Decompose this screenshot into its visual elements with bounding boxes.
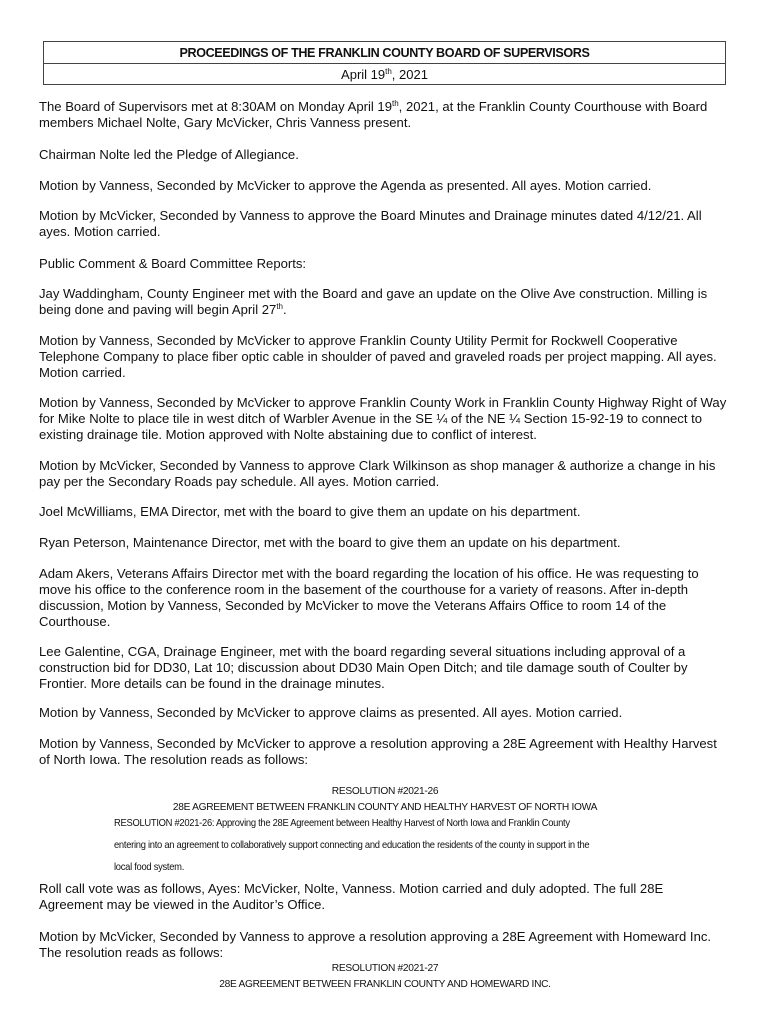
paragraph-drainage-engineer: Lee Galentine, CGA, Drainage Engineer, met with the board regarding several situations including approval of a construction bid for DD30, Lat 10; discussion about DD30 Main Open Ditch; and tile damage south of Coulter by Frontier. More details can be found in the drainage minutes.: [39, 644, 688, 691]
resolution-body-line: [114, 861, 190, 874]
paragraph-veterans-affairs: Adam Akers, Veterans Affairs Director met with the board regarding the location of his office. He was requesting to move his office to the conference room in the basement of the courthouse for a variety of reasons. After in-depth discussion, Motion by Vanness, Seconded by McVicker to move the Veterans Affairs Office to room 14 of the Courthouse.: [39, 566, 699, 629]
paragraph-healthy-harvest-motion: Motion by Vanness, Seconded by McVicker to approve a resolution approving a 28E Agreement with Healthy Harvest of North Iowa. The resolution reads as follows:: [39, 736, 717, 767]
paragraph-right-of-way: Motion by Vanness, Seconded by McVicker to approve Franklin County Work in Franklin County Highway Right of Way for Mike Nolte to place tile in west ditch of Warbler Avenue in the SE ¼ of the NE ¼ Section 15-92-19 to connect to existing drainage tile. Motion approved with Nolte abstaining due to conflict of interest.: [39, 395, 727, 442]
resolution-body-text: local food system.: [114, 862, 185, 873]
paragraph-claims-motion: Motion by Vanness, Seconded by McVicker to approve claims as presented. All ayes. Motion carried.: [39, 705, 623, 720]
paragraph-roll-call: Roll call vote was as follows, Ayes: McVicker, Nolte, Vanness. Motion carried and duly adopted. The full 28E Agreement may be viewed in the Auditor’s Office.: [39, 881, 664, 912]
resolution-body-text: entering into an agreement to collaboratively support connecting and education the residents of the county in support in the: [114, 840, 590, 851]
paragraph-maintenance-update: Ryan Peterson, Maintenance Director, met with the board to give them an update on his department.: [39, 535, 621, 550]
resolution-body-text: RESOLUTION #2021-26: Approving the 28E Agreement between Healthy Harvest of North Iowa and Franklin County: [114, 818, 570, 829]
paragraph-utility-permit: Motion by Vanness, Seconded by McVicker to approve Franklin County Utility Permit for Rockwell Cooperative Telephone Company to place fiber optic cable in shoulder of paved and graveled roads per project mapping. All ayes. Motion carried.: [39, 333, 717, 380]
date-prefix: April 19: [341, 67, 386, 82]
p6-text-b: .: [283, 302, 287, 317]
paragraph-ema-update: Joel McWilliams, EMA Director, met with the board to give them an update on his department.: [39, 504, 581, 519]
paragraph-shop-manager: Motion by McVicker, Seconded by Vanness to approve Clark Wilkinson as shop manager & authorize a change in his pay per the Secondary Roads pay schedule. All ayes. Motion carried.: [39, 458, 716, 489]
document-title: PROCEEDINGS OF THE FRANKLIN COUNTY BOARD OF SUPERVISORS: [44, 42, 725, 64]
date-suffix: , 2021: [391, 67, 428, 82]
paragraph-public-comment: Public Comment & Board Committee Reports:: [39, 256, 307, 271]
resolution-heading: 28E AGREEMENT BETWEEN FRANKLIN COUNTY AND HEALTHY HARVEST OF NORTH IOWA: [172, 802, 598, 813]
resolution-number: RESOLUTION #2021-26: [331, 786, 439, 797]
paragraph-minutes-motion: Motion by McVicker, Seconded by Vanness to approve the Board Minutes and Drainage minutes dated 4/12/21. All ayes. Motion carried.: [39, 208, 702, 239]
paragraph-meeting-opening: [39, 99, 729, 131]
resolution-body-line: [114, 817, 609, 830]
paragraph-agenda-motion: Motion by Vanness, Seconded by McVicker to approve the Agenda as presented. All ayes. Motion carried.: [39, 178, 652, 193]
p1-text-b: , 2021, at the Franklin County Courthouse with Board members Michael Nolte, Gary McVicker, Chris Vanness present.: [39, 99, 708, 130]
p1-superscript: th: [392, 99, 399, 108]
resolution-number: RESOLUTION #2021-27: [331, 963, 439, 974]
paragraph-homeward-motion: Motion by McVicker, Seconded by Vanness to approve a resolution approving a 28E Agreement with Homeward Inc. The resolution reads as follows:: [39, 929, 712, 960]
p6-superscript: th: [276, 302, 283, 311]
date-superscript: th: [385, 67, 392, 76]
paragraph-pledge: Chairman Nolte led the Pledge of Allegiance.: [39, 147, 299, 162]
resolution-heading: 28E AGREEMENT BETWEEN FRANKLIN COUNTY AND HOMEWARD INC.: [219, 979, 551, 990]
p6-text-a: Jay Waddingham, County Engineer met with the Board and gave an update on the Olive Ave construction. Milling is being done and paving will begin April 27: [39, 286, 708, 317]
proceedings-header: [43, 41, 726, 85]
meeting-date: [44, 64, 725, 85]
paragraph-engineer-update: [39, 286, 729, 318]
resolution-body-line: [114, 839, 631, 852]
p1-text-a: The Board of Supervisors met at 8:30AM on Monday April 19: [39, 99, 392, 114]
